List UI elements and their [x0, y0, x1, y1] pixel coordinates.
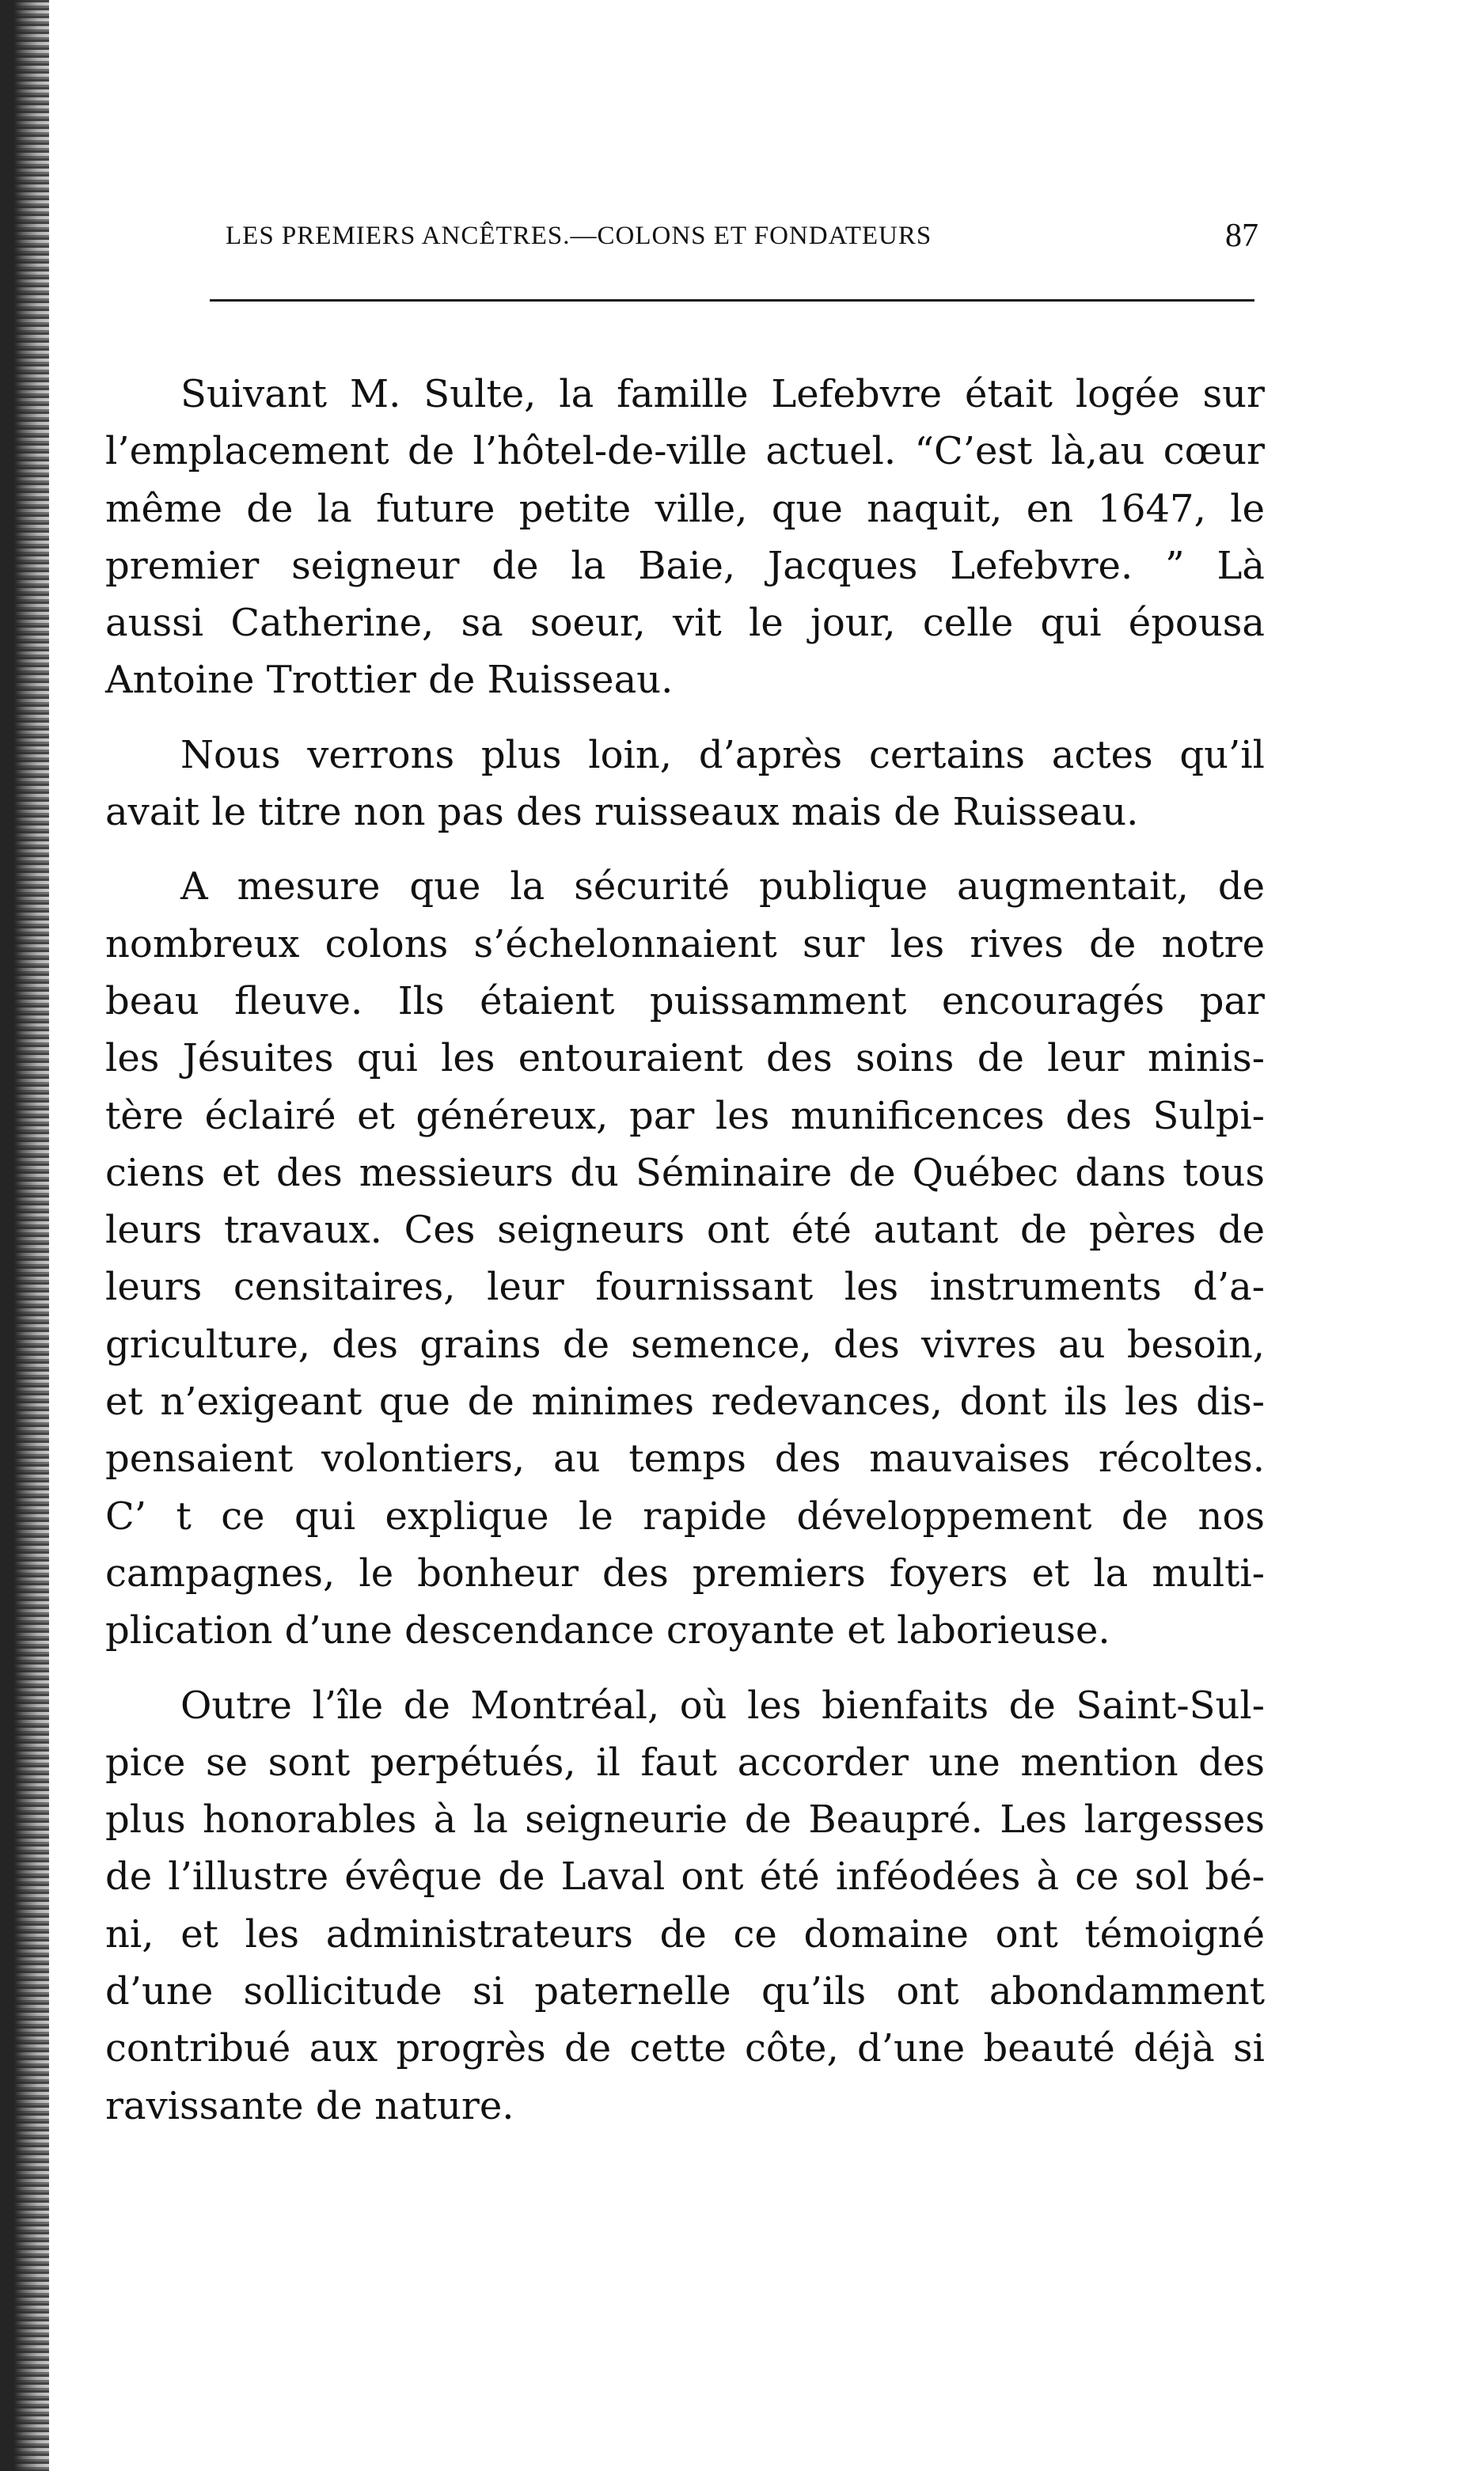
text-line: C’ t ce qui explique le rapide développement de nos — [105, 1494, 1265, 1539]
text-line: d’une sollicitude si paternelle qu’ils ont abondamment — [105, 1969, 1265, 2014]
text-line: plus honorables à la seigneurie de Beaupré. Les largesses — [105, 1797, 1265, 1843]
text-line: beau fleuve. Ils étaient puissamment encouragés par — [105, 978, 1265, 1023]
header-rule — [210, 299, 1254, 302]
text-line: pice se sont perpétués, il faut accorder une mention des — [105, 1740, 1265, 1785]
text-line: et n’exigeant que de minimes redevances, dont ils les dis- — [105, 1380, 1265, 1425]
text-line: de l’illustre évêque de Laval ont été inféodées à ce sol bé- — [105, 1854, 1265, 1900]
text-line: Suivant M. Sulte, la famille Lefebvre était logée sur — [180, 372, 1265, 416]
text-line: nombreux colons s’échelonnaient sur les rives de notre — [105, 921, 1265, 966]
page-number: 87 — [1225, 218, 1258, 254]
text-line: premier seigneur de la Baie, Jacques Lefebvre. ” Là — [105, 543, 1265, 588]
paragraph — [105, 1677, 1265, 2135]
paragraph — [105, 858, 1265, 1659]
text-line: Nous verrons plus loin, d’après certains actes qu’il — [180, 732, 1265, 777]
text-line: avait le titre non pas des ruisseaux mais de Ruisseau. — [105, 790, 1139, 835]
page-header — [226, 218, 1258, 269]
text-line: l’emplacement de l’hôtel-de-ville actuel. “C’est là,au cœur — [105, 429, 1265, 474]
text-line: ciens et des messieurs du Séminaire de Québec dans tous — [105, 1150, 1265, 1195]
text-line: Outre l’île de Montréal, où les bienfaits de Saint-Sul- — [180, 1683, 1265, 1728]
text-line: aussi Catherine, sa soeur, vit le jour, celle qui épousa — [105, 601, 1265, 646]
text-line: griculture, des grains de semence, des vivres au besoin, — [105, 1322, 1265, 1367]
text-line: pensaient volontiers, au temps des mauvaises récoltes. — [105, 1437, 1265, 1482]
text-line: campagnes, le bonheur des premiers foyers et la multi- — [105, 1551, 1265, 1596]
text-line: ni, et les administrateurs de ce domaine ont témoigné — [105, 1911, 1265, 1957]
text-line: contribué aux progrès de cette côte, d’une beauté déjà si — [105, 2026, 1265, 2071]
text-line: leurs censitaires, leur fournissant les instruments d’a- — [105, 1265, 1265, 1310]
text-line: plication d’une descendance croyante et laborieuse. — [105, 1608, 1110, 1653]
paragraph — [105, 366, 1265, 709]
book-binding-edge — [0, 0, 49, 2471]
text-line: tère éclairé et généreux, par les munificences des Sulpi- — [105, 1093, 1265, 1138]
text-line: leurs travaux. Ces seigneurs ont été autant de pères de — [105, 1208, 1265, 1253]
text-line: Antoine Trottier de Ruisseau. — [105, 658, 674, 703]
text-line: les Jésuites qui les entouraient des soins de leur minis- — [105, 1036, 1265, 1081]
text-line: A mesure que la sécurité publique augmentait, de — [180, 864, 1265, 909]
body-text — [105, 366, 1265, 2152]
running-head: LES PREMIERS ANCÊTRES.—COLONS ET FONDATEURS — [226, 222, 932, 250]
text-line: même de la future petite ville, que naquit, en 1647, le — [105, 486, 1265, 531]
text-line: ravissante de nature. — [105, 2083, 514, 2128]
paragraph — [105, 727, 1265, 841]
